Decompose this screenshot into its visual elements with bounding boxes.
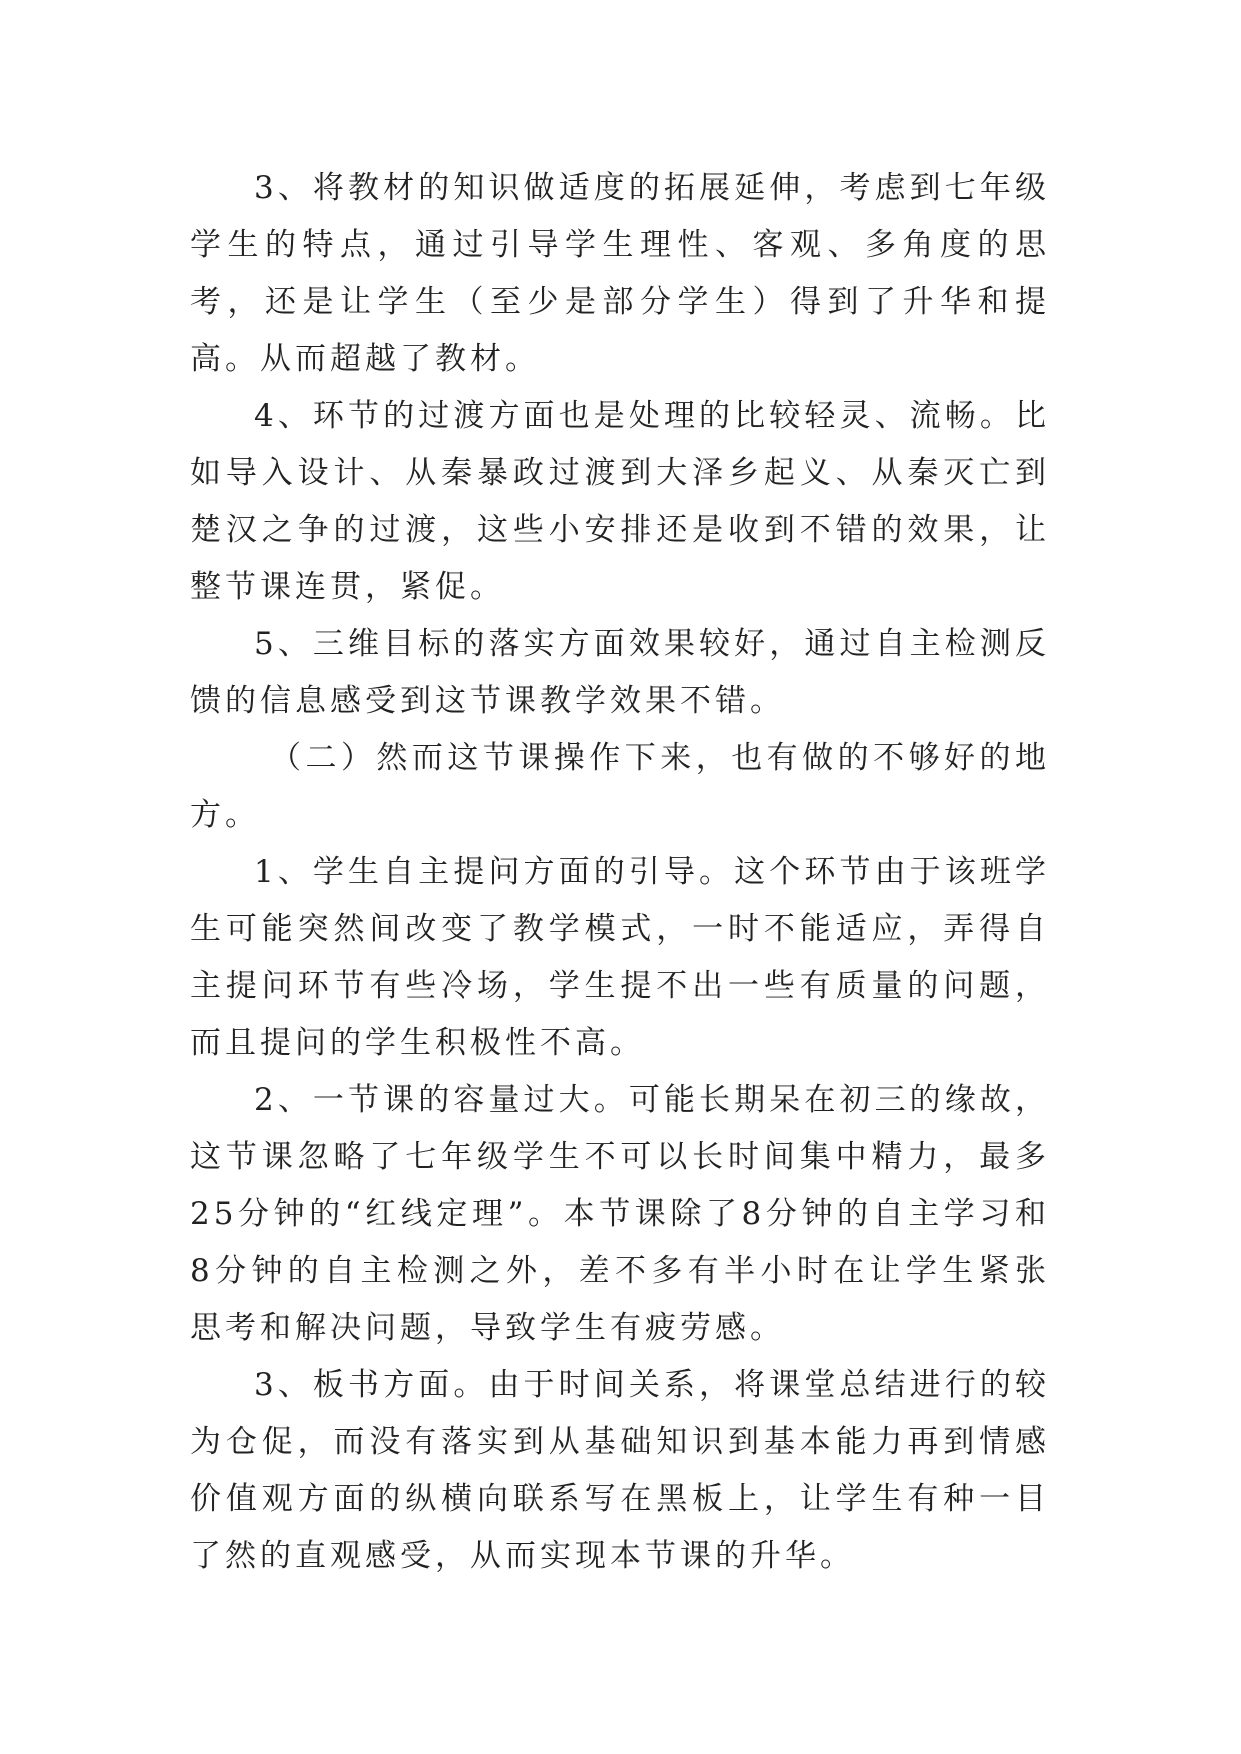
paragraph-shortcoming-3-blackboard: 3、板书方面。由于时间关系，将课堂总结进行的较为仓促，而没有落实到从基础知识到基本能力再到情感价值观方面的纵横向联系写在黑板上，让学生有种一目了然的直观感受，从而实现本节课的升华。 (190, 1367, 1050, 1574)
section-heading-shortcomings: （二）然而这节课操作下来，也有做的不够好的地方。 (190, 740, 1050, 833)
document-body (190, 160, 1050, 1585)
paragraph-shortcoming-2-capacity: 2、一节课的容量过大。可能长期呆在初三的缘故，这节课忽略了七年级学生不可以长时间集中精力，最多25分钟的“红线定理”。本节课除了8分钟的自主学习和8分钟的自主检测之外，差不多有半小时在让学生紧张思考和解决问题，导致学生有疲劳感。 (190, 1082, 1050, 1346)
paragraph-shortcoming-1-questioning: 1、学生自主提问方面的引导。这个环节由于该班学生可能突然间改变了教学模式，一时不能适应，弄得自主提问环节有些冷场，学生提不出一些有质量的问题，而且提问的学生积极性不高。 (190, 854, 1050, 1061)
paragraph-point-5-objectives: 5、三维目标的落实方面效果较好，通过自主检测反馈的信息感受到这节课教学效果不错。 (190, 626, 1050, 719)
paragraph-point-4-transition: 4、环节的过渡方面也是处理的比较轻灵、流畅。比如导入设计、从秦暴政过渡到大泽乡起义、从秦灭亡到楚汉之争的过渡，这些小安排还是收到不错的效果，让整节课连贯，紧促。 (190, 398, 1050, 605)
paragraph-point-3-extension: 3、将教材的知识做适度的拓展延伸，考虑到七年级学生的特点，通过引导学生理性、客观、多角度的思考，还是让学生（至少是部分学生）得到了升华和提高。从而超越了教材。 (190, 170, 1050, 377)
